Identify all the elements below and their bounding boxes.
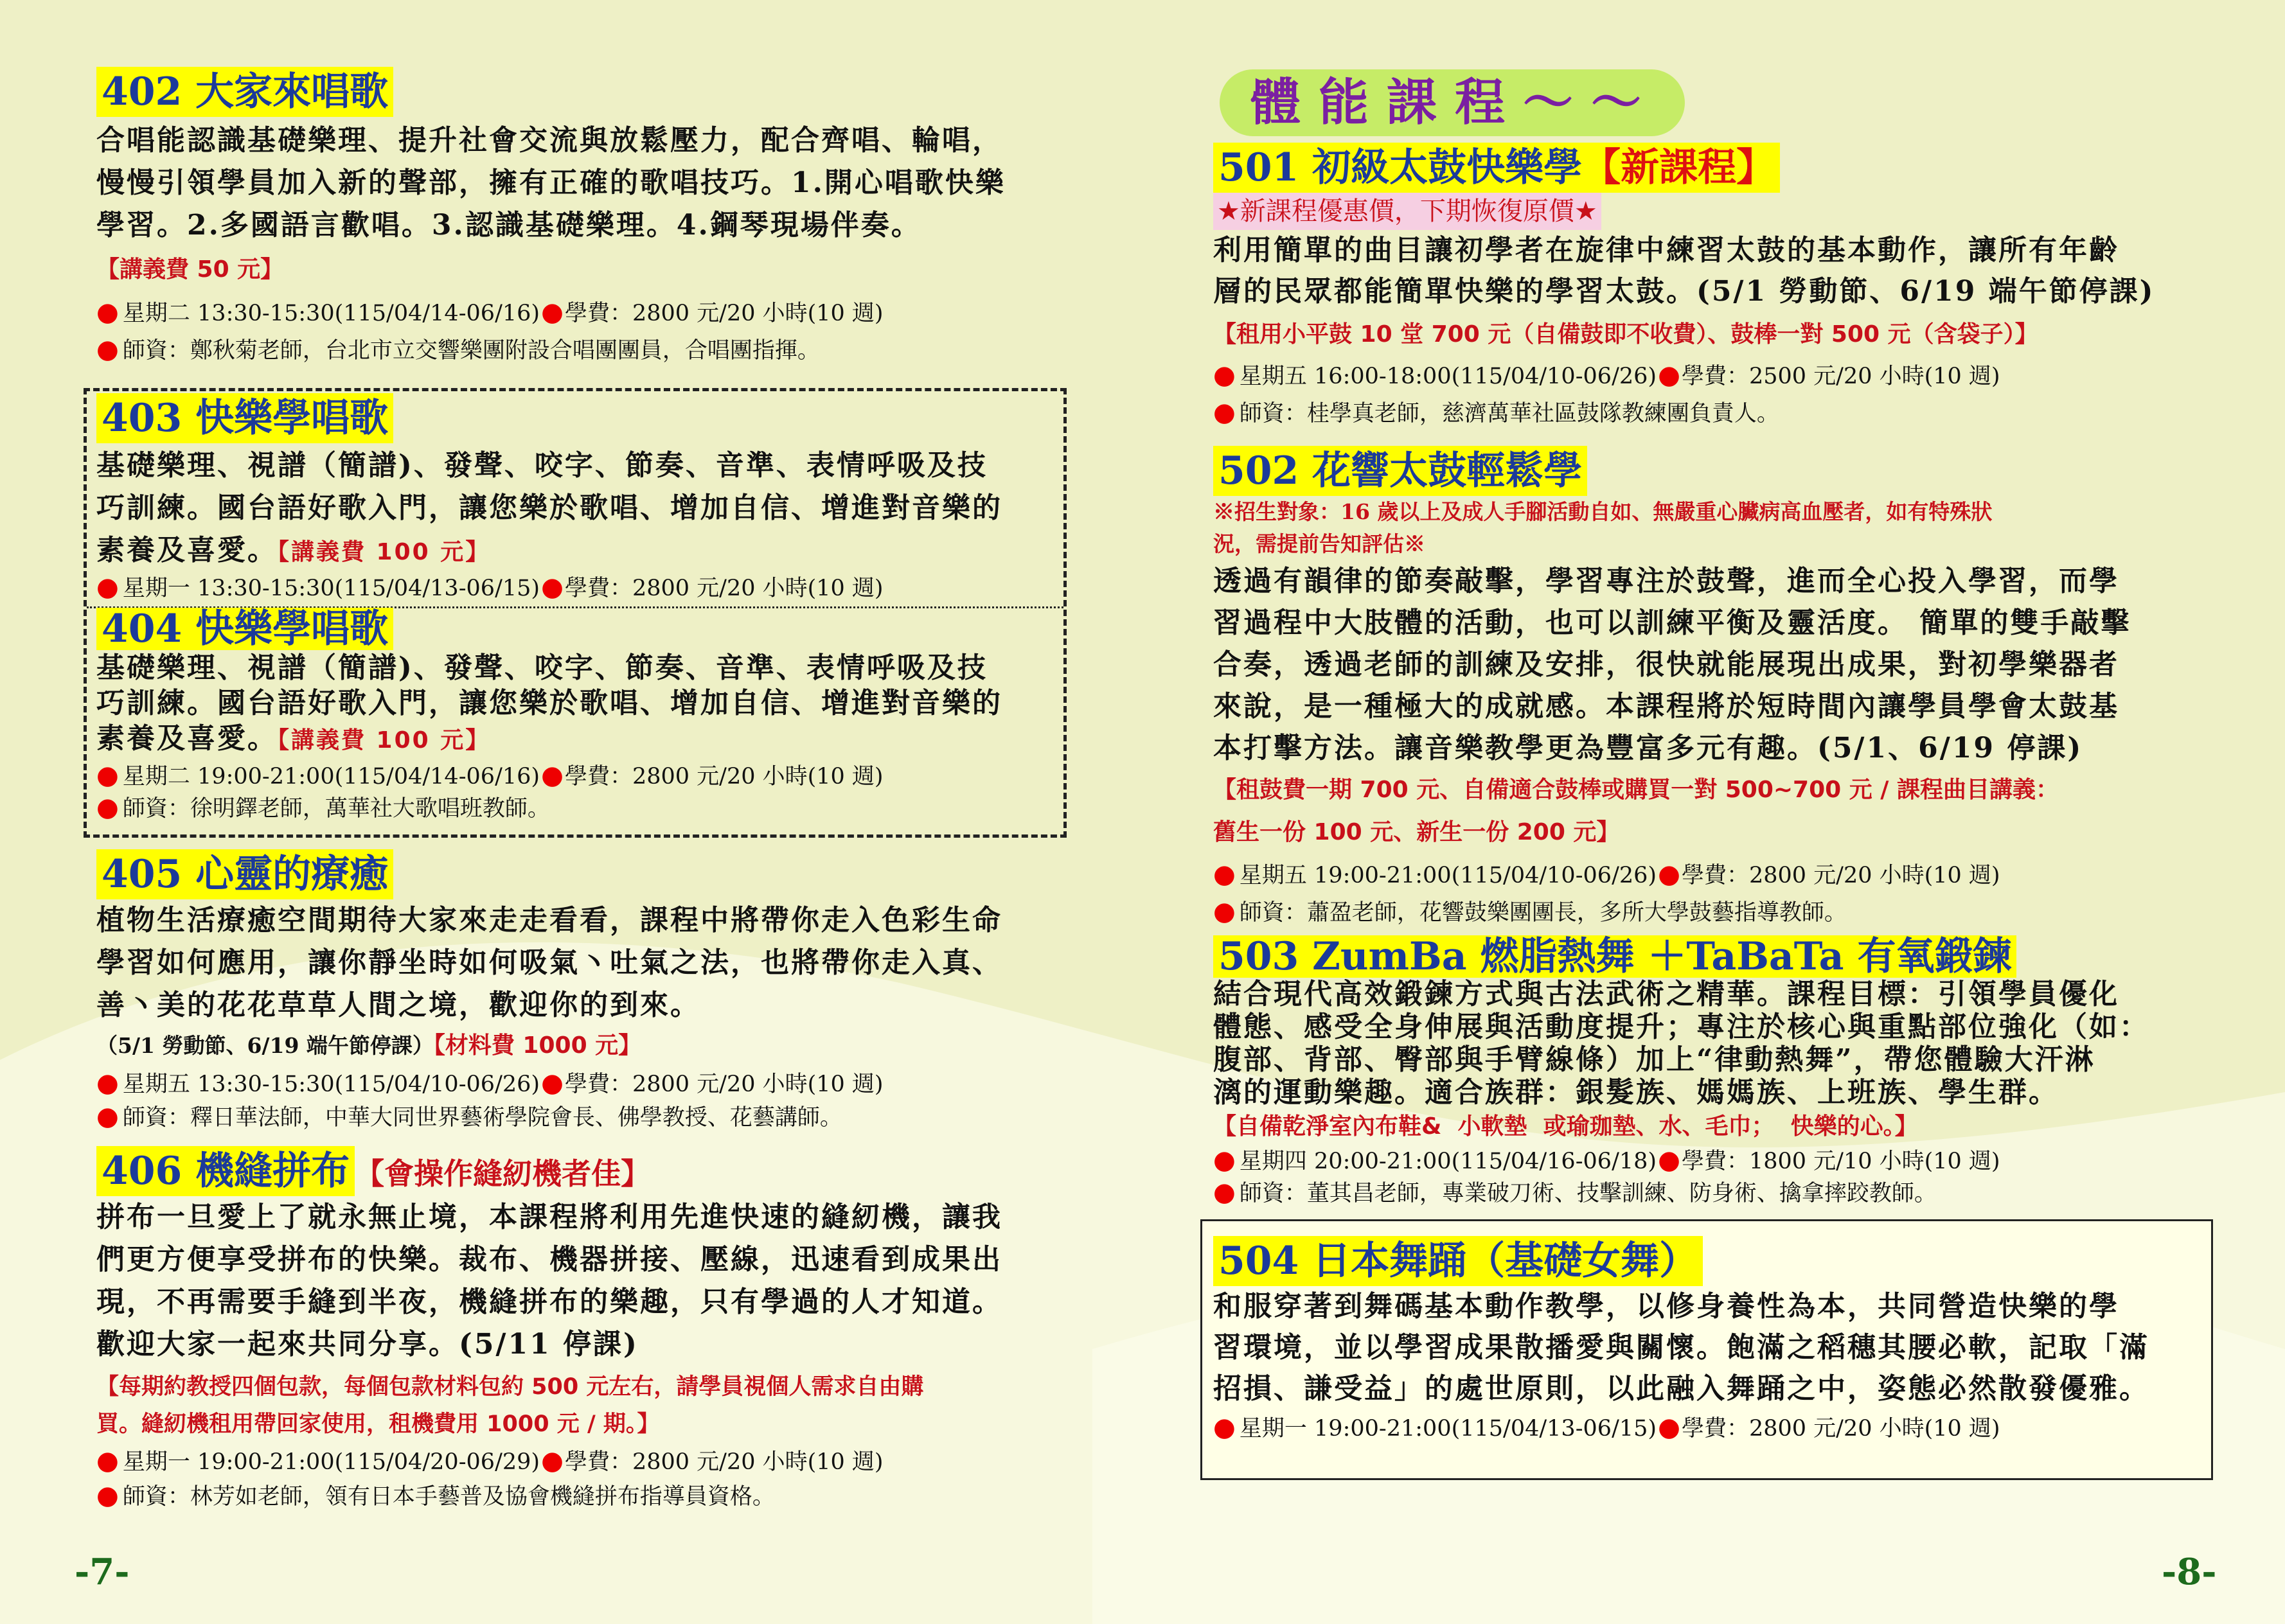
title-row xyxy=(96,1146,1099,1196)
section-title: 體能課程～～ xyxy=(1220,69,1685,136)
bullet-dot-icon: ● xyxy=(1213,360,1236,390)
teacher: 師資：釋日華法師，中華大同世界藝術學院會長、佛學教授、花藝講師。 xyxy=(122,1105,842,1131)
schedule: 星期五 16:00-18:00(115/04/10-06/26) xyxy=(1239,364,1657,389)
enroll-note: ※招生對象：16 歲以上及成人手腳活動自如、無嚴重心臟病高血壓者，如有特殊狀 況，需提前告知評估※ xyxy=(1213,499,1993,556)
course-title: 406 機縫拼布 xyxy=(96,1146,355,1196)
bullet-dot-icon: ● xyxy=(1213,1145,1236,1175)
course-402 xyxy=(96,67,1099,369)
course-502 xyxy=(1213,446,2254,931)
tuition: 學費：2800 元/20 小時(10 週) xyxy=(1681,1416,2000,1442)
bullet-dot-icon: ● xyxy=(96,761,119,790)
course-description: 拼布一旦愛上了就永無止境，本課程將利用先進快速的縫紉機，讓我 們更方便享受拼布的快樂。裁布、機器拼接、壓線，迅速看到成果出 現，不再需要手縫到半夜，機縫拼布的樂趣，只有學過的人才知道。 歡迎大家一起來共同分享。(5/11 停課) xyxy=(96,1201,1002,1361)
tuition: 學費：2800 元/20 小時(10 週) xyxy=(564,576,884,601)
bullet-dot-icon: ● xyxy=(1658,860,1680,889)
bullet-dot-icon: ● xyxy=(96,1446,119,1476)
fee-note: 【材料費 1000 元】 xyxy=(433,1032,642,1059)
teacher: 師資：鄭秋菊老師，台北市立交響樂團附設合唱團團員，合唱團指揮。 xyxy=(122,338,820,364)
course-title-text: 501 初級太鼓快樂學 xyxy=(1218,145,1583,190)
schedule-line xyxy=(96,1065,1099,1102)
course-description: 透過有韻律的節奏敲擊，學習專注於鼓聲，進而全心投入學習，而學 習過程中大肢體的活動，也可以訓練平衡及靈活度。 簡單的雙手敲擊 合奏，透過老師的訓練及安排，很快就能展現出成果，對初學樂器者 來說，是一種極大的成就感。本課程將於短時間內讓學員學會太鼓基 本打擊方法。讓音樂教學更為豐富多元有趣。(5/1、6/19 停課) xyxy=(1213,565,2131,764)
holiday-note: （5/1 勞動節、6/19 端午節停課） xyxy=(96,1033,434,1058)
course-404 xyxy=(96,608,1060,824)
course-description: 結合現代高效鍛鍊方式與古法武術之精華。課程目標：引領學員優化 體態、感受全身伸展與活動度提升；專注於核心與重點部位強化（如： 腹部、背部、臀部與手臂線條）加上“律動熱舞”，帶您體驗大汗淋 漓的運動樂趣。適合族群：銀髮族、媽媽族、上班族、學生群。 xyxy=(1213,978,2149,1109)
bullet-dot-icon: ● xyxy=(1658,1413,1680,1442)
schedule-line xyxy=(96,1443,1099,1480)
promo-banner: ★新課程優惠價，下期恢復原價★ xyxy=(1213,193,1601,230)
course-description-block xyxy=(96,650,1060,760)
teacher: 師資：徐明鐸老師，萬華社大歌唱班教師。 xyxy=(122,796,550,822)
fee-note: 【講義費 100 元】 xyxy=(278,727,491,754)
bullet-dot-icon: ● xyxy=(541,761,564,790)
schedule: 星期五 19:00-21:00(115/04/10-06/26) xyxy=(1239,863,1657,888)
schedule: 星期一 13:30-15:30(115/04/13-06/15) xyxy=(122,576,540,601)
notes-line xyxy=(96,1027,1099,1065)
fee-note: 【講義費 100 元】 xyxy=(278,539,491,565)
teacher-line xyxy=(96,331,1099,369)
bullet-dot-icon: ● xyxy=(96,1481,119,1510)
title-note: 【新課程】 xyxy=(1582,145,1775,190)
schedule: 星期五 13:30-15:30(115/04/10-06/26) xyxy=(122,1072,540,1097)
schedule-line xyxy=(1213,1409,2203,1447)
teacher-line xyxy=(96,1102,1099,1132)
teacher-line xyxy=(1213,1177,2254,1209)
teacher-line xyxy=(96,792,1060,824)
schedule-line xyxy=(1213,357,2254,394)
course-504 xyxy=(1213,1236,2203,1447)
bullet-dot-icon: ● xyxy=(541,297,564,327)
schedule-line xyxy=(1213,856,2254,894)
fee-note: 【自備乾淨室內布鞋& 小軟墊 或瑜珈墊、水、毛巾； 快樂的心。】 xyxy=(1213,1113,1918,1140)
schedule-line xyxy=(1213,1145,2254,1177)
course-title: 404 快樂學唱歌 xyxy=(96,608,393,650)
schedule: 星期四 20:00-21:00(115/04/16-06/18) xyxy=(1239,1149,1657,1174)
fee-note: 【講義費 50 元】 xyxy=(96,256,284,283)
tuition: 學費：2500 元/20 小時(10 週) xyxy=(1681,364,2000,389)
tuition: 學費：2800 元/20 小時(10 週) xyxy=(564,764,884,790)
bullet-dot-icon: ● xyxy=(96,297,119,327)
course-description: 和服穿著到舞碼基本動作教學，以修身養性為本，共同營造快樂的學 習環境，並以學習成果散播愛與關懷。飽滿之稻穗其腰必軟，記取「滿 招損、謙受益」的處世原則，以此融入舞踊之中，姿態必然散發優雅。 xyxy=(1213,1290,2149,1405)
course-title: 405 心靈的療癒 xyxy=(96,849,393,899)
teacher: 師資：桂學真老師，慈濟萬華社區鼓隊教練團負責人。 xyxy=(1239,401,1779,427)
bullet-dot-icon: ● xyxy=(541,572,564,602)
fee-note: 【每期約教授四個包款，每個包款材料包約 500 元左右，請學員視個人需求自由購 買。縫紉機租用帶回家使用，租機費用 1000 元 / 期。】 xyxy=(96,1374,924,1437)
page-number: -8- xyxy=(2162,1551,2217,1593)
right-page xyxy=(1142,0,2285,1624)
bullet-dot-icon: ● xyxy=(96,1102,119,1131)
tuition: 學費：2800 元/20 小時(10 週) xyxy=(564,1449,884,1475)
schedule-line xyxy=(96,294,1099,331)
fee-note: 【租用小平鼓 10 堂 700 元（自備鼓即不收費）、鼓棒一對 500 元（含袋子）】 xyxy=(1213,321,2038,348)
course-title: 504 日本舞踊（基礎女舞） xyxy=(1213,1236,1703,1286)
course-503 xyxy=(1213,935,2254,1209)
bullet-dot-icon: ● xyxy=(96,335,119,364)
bullet-dot-icon: ● xyxy=(1213,860,1236,889)
course-description: 合唱能認識基礎樂理、提升社會交流與放鬆壓力，配合齊唱、輪唱， 慢慢引領學員加入新的聲部，擁有正確的歌唱技巧。1.開心唱歌快樂 學習。2.多國語言歡唱。3.認識基礎樂理。4.鋼琴現場伴奏。 xyxy=(96,124,1006,242)
course-title xyxy=(1213,143,1780,193)
course-description: 基礎樂理、視譜（簡譜)、發聲、咬字、節奏、音準、表情呼吸及技 巧訓練。國台語好歌入門，讓您樂於歌唱、增加自信、增進對音樂的 素養及喜愛。 xyxy=(96,651,1002,755)
tuition: 學費：1800 元/10 小時(10 週) xyxy=(1681,1149,2000,1174)
schedule-line xyxy=(96,760,1060,792)
teacher-line xyxy=(1213,894,2254,931)
course-title: 402 大家來唱歌 xyxy=(96,67,393,117)
teacher-line xyxy=(96,1480,1099,1512)
course-description: 植物生活療癒空間期待大家來走走看看，課程中將帶你走入色彩生命 學習如何應用，讓你靜坐時如何吸氣丶吐氣之法，也將帶你走入真、 善丶美的花花草草人間之境，歡迎你的到來。 xyxy=(96,904,1002,1021)
bullet-dot-icon: ● xyxy=(541,1068,564,1098)
course-403 xyxy=(96,393,1060,604)
fee-note: 【租鼓費一期 700 元、自備適合鼓棒或購買一對 500~700 元 / 課程曲目講義： 舊生一份 100 元、新生一份 200 元】 xyxy=(1213,777,2059,845)
schedule: 星期一 19:00-21:00(115/04/13-06/15) xyxy=(1239,1416,1657,1442)
teacher: 師資：林芳如老師，領有日本手藝普及協會機縫拼布指導員資格。 xyxy=(122,1484,775,1510)
teacher: 師資：蕭盈老師，花響鼓樂團團長，多所大學鼓藝指導教師。 xyxy=(1239,900,1847,926)
bullet-dot-icon: ● xyxy=(1213,398,1236,427)
tuition: 學費：2800 元/20 小時(10 週) xyxy=(564,301,884,326)
course-title: 403 快樂學唱歌 xyxy=(96,393,393,443)
bullet-dot-icon: ● xyxy=(1213,1178,1236,1207)
schedule-line xyxy=(96,572,1060,604)
teacher: 師資：董其昌老師，專業破刀術、技擊訓練、防身術、擒拿摔跤教師。 xyxy=(1239,1181,1937,1206)
left-page xyxy=(0,0,1142,1624)
tuition: 學費：2800 元/20 小時(10 週) xyxy=(1681,863,2000,888)
tuition: 學費：2800 元/20 小時(10 週) xyxy=(564,1072,884,1097)
course-406 xyxy=(96,1146,1099,1512)
bullet-dot-icon: ● xyxy=(1658,360,1680,390)
course-title: 502 花響太鼓輕鬆學 xyxy=(1213,446,1587,496)
course-title: 503 ZumBa 燃脂熱舞 ＋TaBaTa 有氧鍛鍊 xyxy=(1213,935,2016,978)
schedule: 星期一 19:00-21:00(115/04/20-06/29) xyxy=(122,1449,540,1475)
title-note: 【會操作縫紉機者佳】 xyxy=(355,1156,651,1191)
teacher-line xyxy=(1213,394,2254,432)
bullet-dot-icon: ● xyxy=(541,1446,564,1476)
bullet-dot-icon: ● xyxy=(1658,1145,1680,1175)
course-description-block xyxy=(96,445,1060,572)
course-501 xyxy=(1213,143,2254,432)
course-405 xyxy=(96,849,1099,1132)
bullet-dot-icon: ● xyxy=(1213,1413,1236,1442)
bullet-dot-icon: ● xyxy=(96,1068,119,1098)
course-description: 基礎樂理、視譜（簡譜)、發聲、咬字、節奏、音準、表情呼吸及技 巧訓練。國台語好歌入門，讓您樂於歌唱、增加自信、增進對音樂的 素養及喜愛。 xyxy=(96,449,1002,567)
bullet-dot-icon: ● xyxy=(1213,897,1236,926)
schedule: 星期二 13:30-15:30(115/04/14-06/16) xyxy=(122,301,540,326)
schedule: 星期二 19:00-21:00(115/04/14-06/16) xyxy=(122,764,540,790)
course-description: 利用簡單的曲目讓初學者在旋律中練習太鼓的基本動作，讓所有年齡 層的民眾都能簡單快樂的學習太鼓。(5/1 勞動節、6/19 端午節停課) xyxy=(1213,234,2155,308)
page-number: -7- xyxy=(75,1551,130,1593)
bullet-dot-icon: ● xyxy=(96,793,119,822)
bullet-dot-icon: ● xyxy=(96,572,119,602)
